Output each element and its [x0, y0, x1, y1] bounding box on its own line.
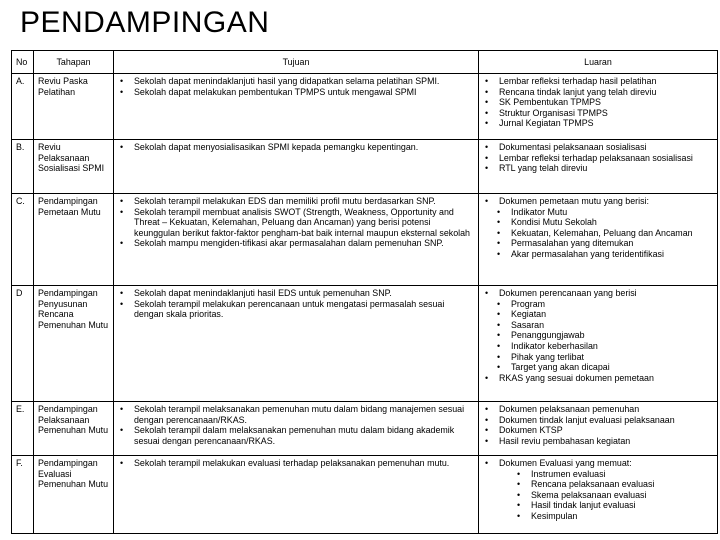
luaran-item: • RKAS yang sesuai dokumen pemetaan: [483, 373, 715, 384]
luaran-item: • Kesimpulan: [483, 511, 715, 522]
tujuan-item: • Sekolah dapat melakukan pembentukan TPMPS untuk mengawal SPMI: [118, 87, 476, 98]
row-tahapan: Pendampingan Pemetaan Mutu: [34, 194, 114, 286]
tujuan-item: • Sekolah terampil membuat analisis SWOT (Strength, Weakness, Opportunity and Threat – Kekuatan, Kelemahan, Peluang dan Ancaman) yang berisi potensi keunggulan berikut faktor-faktor pengham-bat baik internal maupun eksternal sekolah: [118, 207, 476, 239]
tujuan-item: • Sekolah terampil melaksanakan pemenuhan mutu dalam bidang manajemen sesuai dengan perencanaan/RKAS.: [118, 404, 476, 425]
luaran-item: • Program: [483, 299, 715, 310]
tujuan-item: • Sekolah terampil melakukan evaluasi terhadap pelaksanakan pemenuhan mutu.: [118, 458, 476, 469]
luaran-item: • Struktur Organisasi TPMPS: [483, 108, 715, 119]
luaran-item: • Lembar refleksi terhadap pelaksanaan sosialisasi: [483, 153, 715, 164]
row-number: D: [12, 286, 34, 402]
luaran-item: • Kekuatan, Kelemahan, Peluang dan Ancaman: [483, 228, 715, 239]
tujuan-item: • Sekolah dapat menyosialisasikan SPMI kepada pemangku kepentingan.: [118, 142, 476, 153]
row-tujuan: [114, 194, 479, 286]
row-luaran: [479, 194, 718, 286]
table-row: [12, 74, 718, 140]
luaran-item: • Dokumen perencanaan yang berisi: [483, 288, 715, 299]
row-tujuan: [114, 74, 479, 140]
row-number: F.: [12, 456, 34, 534]
luaran-item: • Hasil tindak lanjut evaluasi: [483, 500, 715, 511]
tujuan-item: • Sekolah terampil dalam melaksanakan pemenuhan mutu dalam bidang akademik sesuai dengan perencanaan/RKAS.: [118, 425, 476, 446]
row-luaran: [479, 140, 718, 194]
table-row: [12, 402, 718, 456]
row-number: E.: [12, 402, 34, 456]
tujuan-item: • Sekolah dapat menindaklanjuti hasil EDS untuk pemenuhan SNP.: [118, 288, 476, 299]
luaran-item: • Penanggungjawab: [483, 330, 715, 341]
luaran-item: • Kegiatan: [483, 309, 715, 320]
luaran-item: • Dokumen pelaksanaan pemenuhan: [483, 404, 715, 415]
row-tujuan: [114, 456, 479, 534]
luaran-item: • Dokumentasi pelaksanaan sosialisasi: [483, 142, 715, 153]
row-tahapan: Reviu Pelaksanaan Sosialisasi SPMI: [34, 140, 114, 194]
tujuan-item: • Sekolah terampil melakukan perencanaan untuk mengatasi permasalah sesuai dengan skala prioritas.: [118, 299, 476, 320]
row-luaran: [479, 456, 718, 534]
luaran-item: • Rencana tindak lanjut yang telah direviu: [483, 87, 715, 98]
page-title: PENDAMPINGAN: [20, 6, 270, 39]
table-header-row: [12, 51, 718, 74]
table-row: [12, 286, 718, 402]
pendampingan-table: [11, 50, 718, 534]
tujuan-item: • Sekolah dapat menindaklanjuti hasil yang didapatkan selama pelatihan SPMI.: [118, 76, 476, 87]
luaran-item: • Pihak yang terlibat: [483, 352, 715, 363]
luaran-item: • Kondisi Mutu Sekolah: [483, 217, 715, 228]
row-tahapan: Reviu Paska Pelatihan: [34, 74, 114, 140]
header-no: No: [12, 51, 34, 74]
row-tahapan: Pendampingan Penyusunan Rencana Pemenuhan Mutu: [34, 286, 114, 402]
luaran-item: • Target yang akan dicapai: [483, 362, 715, 373]
row-luaran: [479, 286, 718, 402]
row-number: B.: [12, 140, 34, 194]
header-tujuan: Tujuan: [114, 51, 479, 74]
row-luaran: [479, 402, 718, 456]
table-body: [12, 74, 718, 534]
tujuan-item: • Sekolah mampu mengiden-tifikasi akar permasalahan dalam pemenuhan SNP.: [118, 238, 476, 249]
luaran-item: • Dokumen tindak lanjut evaluasi pelaksanaan: [483, 415, 715, 426]
luaran-item: • SK Pembentukan TPMPS: [483, 97, 715, 108]
luaran-item: • Indikator keberhasilan: [483, 341, 715, 352]
tujuan-item: • Sekolah terampil melakukan EDS dan memiliki profil mutu berdasarkan SNP.: [118, 196, 476, 207]
luaran-item: • Sasaran: [483, 320, 715, 331]
luaran-item: • Dokumen pemetaan mutu yang berisi:: [483, 196, 715, 207]
luaran-item: • Jurnal Kegiatan TPMPS: [483, 118, 715, 129]
luaran-item: • Permasalahan yang ditemukan: [483, 238, 715, 249]
row-luaran: [479, 74, 718, 140]
luaran-item: • Lembar refleksi terhadap hasil pelatihan: [483, 76, 715, 87]
header-luaran: Luaran: [479, 51, 718, 74]
table-row: [12, 456, 718, 534]
row-tahapan: Pendampingan Pelaksanaan Pemenuhan Mutu: [34, 402, 114, 456]
luaran-item: • Hasil reviu pembahasan kegiatan: [483, 436, 715, 447]
row-number: A.: [12, 74, 34, 140]
row-number: C.: [12, 194, 34, 286]
luaran-item: • Indikator Mutu: [483, 207, 715, 218]
row-tahapan: Pendampingan Evaluasi Pemenuhan Mutu: [34, 456, 114, 534]
table-row: [12, 140, 718, 194]
luaran-item: • Rencana pelaksanaan evaluasi: [483, 479, 715, 490]
luaran-item: • Skema pelaksanaan evaluasi: [483, 490, 715, 501]
luaran-item: • Instrumen evaluasi: [483, 469, 715, 480]
luaran-item: • Akar permasalahan yang teridentifikasi: [483, 249, 715, 260]
row-tujuan: [114, 140, 479, 194]
luaran-item: • RTL yang telah direviu: [483, 163, 715, 174]
luaran-item: • Dokumen KTSP: [483, 425, 715, 436]
table-row: [12, 194, 718, 286]
row-tujuan: [114, 286, 479, 402]
row-tujuan: [114, 402, 479, 456]
luaran-item: • Dokumen Evaluasi yang memuat:: [483, 458, 715, 469]
header-tahapan: Tahapan: [34, 51, 114, 74]
